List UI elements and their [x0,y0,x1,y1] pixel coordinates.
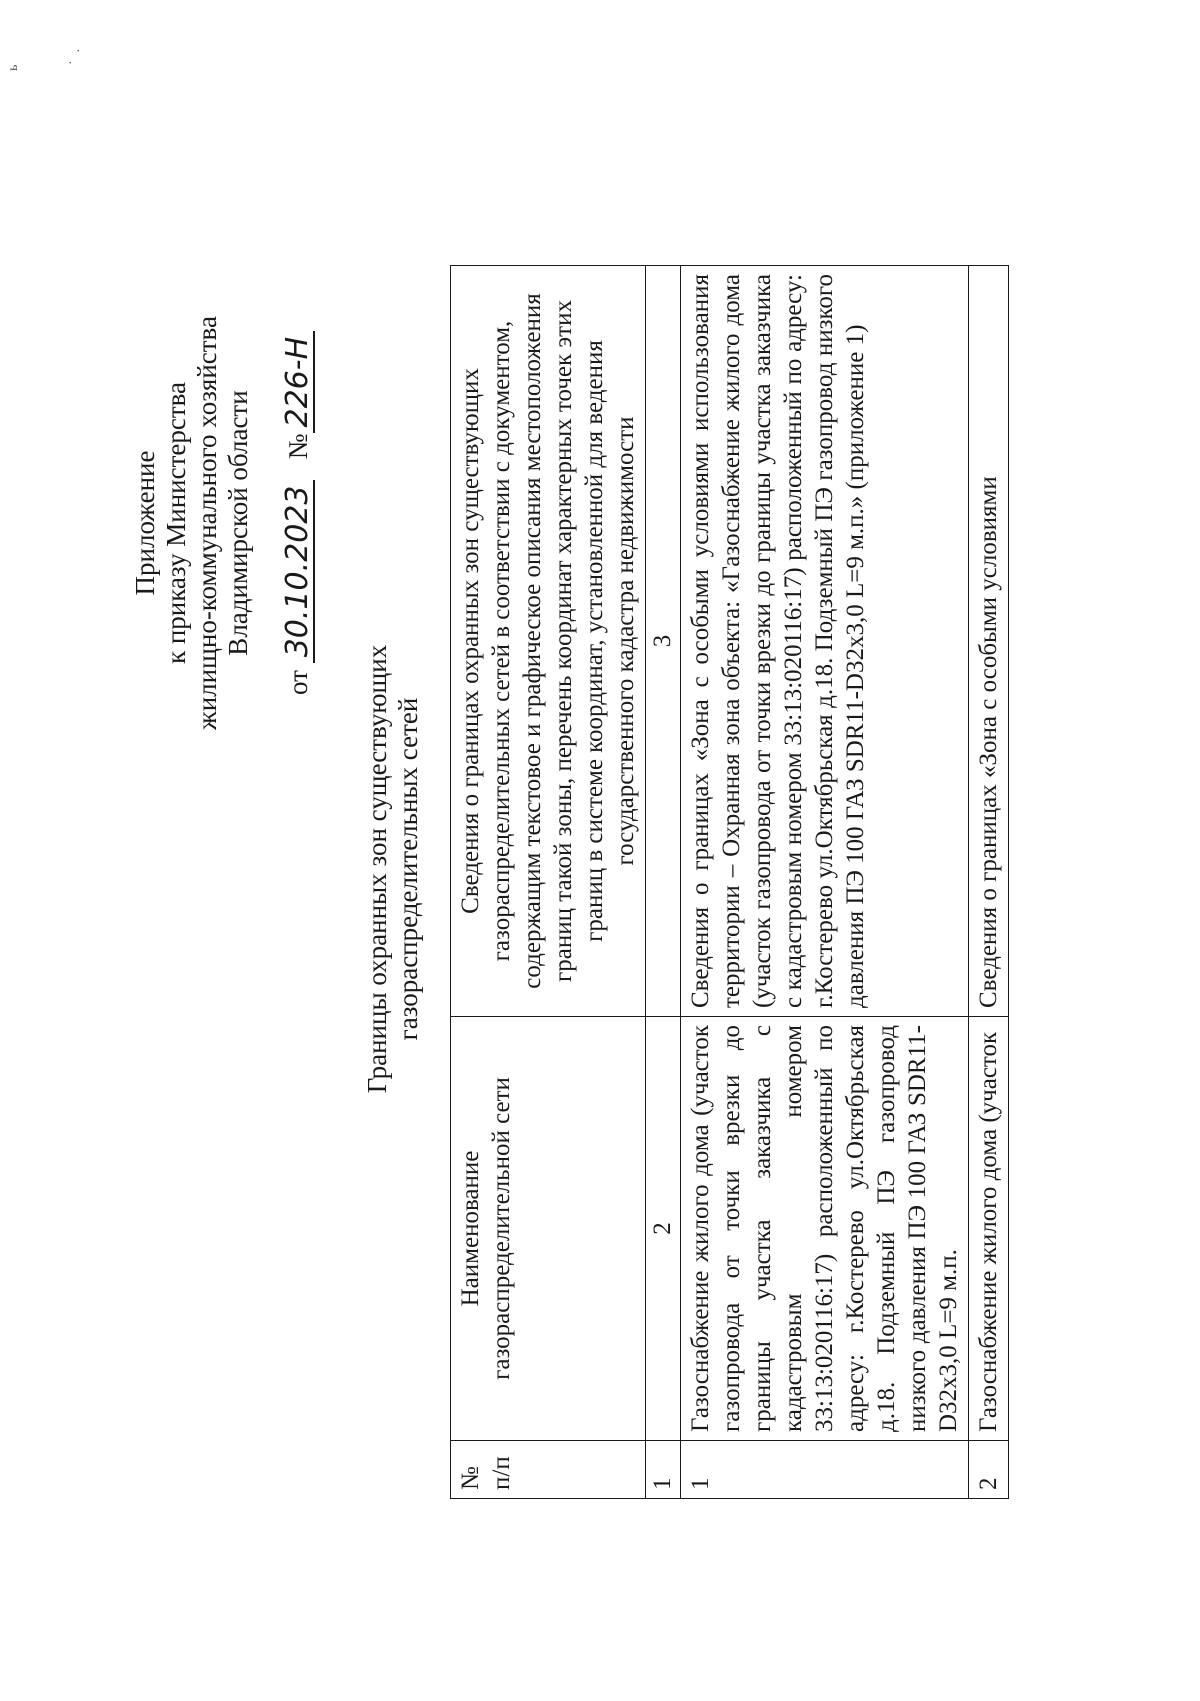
appendix-line: Приложение [130,450,160,596]
row-network-name: Газоснабжение жилого дома (участок [969,1017,1009,1441]
header-network-name: Наименование газораспределительной сети [451,1017,646,1441]
document-title [362,509,424,1229]
order-date-line [282,263,315,783]
date-prefix: от [283,670,313,695]
order-date: 30.10.2023 [282,480,315,664]
appendix-line: жилищно-коммунального хозяйства [192,316,222,730]
scan-speck: · [72,48,87,53]
title-line: газораспределительных сетей [393,697,423,1041]
column-number: 1 [646,1441,681,1499]
appendix-line: Владимирской области [223,390,253,656]
table-header-row [451,266,646,1499]
appendix-line: к приказу Министерства [161,381,191,665]
table-row [969,266,1009,1499]
row-number: 2 [969,1441,1009,1499]
scan-speck: · [64,60,79,65]
column-number: 3 [646,266,681,1017]
number-prefix: № [283,433,313,460]
title-line: Границы охранных зон существующих [362,644,392,1094]
header-zone-info: Сведения о границах охранных зон существующих газораспределительных сетей в соответствии с документом, содержащим текстовое и графическое описания местоположения границ такой зоны, перечень координат характерных точек этих границ в системе координат, установленной для ведения государственного кадастра недвижимости [451,266,646,1017]
order-number: 226-Н [282,331,315,434]
column-number: 2 [646,1017,681,1441]
appendix-header [130,263,315,783]
column-number-row [646,266,681,1499]
row-number: 1 [681,1441,969,1499]
row-zone-info: Сведения о границах «Зона с особыми условиями использования территории – Охранная зона объекта: «Газоснабжение жилого дома (участок газопровода от точки врезки до границы участка заказчика с кадастровым номером 33:13:020116:17) расположенный по адресу: г.Костерево ул.Октябрьская д.18. Подземный ПЭ газопровод низкого давления ПЭ 100 ГАЗ SDR11-D32x3,0 L=9 м.п.» (приложение 1) [681,266,969,1017]
scan-speck: ь [6,64,21,71]
header-number: № п/п [451,1441,646,1499]
row-network-name: Газоснабжение жилого дома (участок газопровода от точки врезки до границы участка заказчика с кадастровым номером 33:13:020116:17) расположенный по адресу: г.Костерево ул.Октябрьская д.18. Подземный ПЭ газопровод низкого давления ПЭ 100 ГАЗ SDR11-D32x3,0 L=9 м.п. [681,1017,969,1441]
table-row [681,266,969,1499]
row-zone-info: Сведения о границах «Зона с особыми условиями [969,266,1009,1017]
zones-table [450,265,1009,1499]
